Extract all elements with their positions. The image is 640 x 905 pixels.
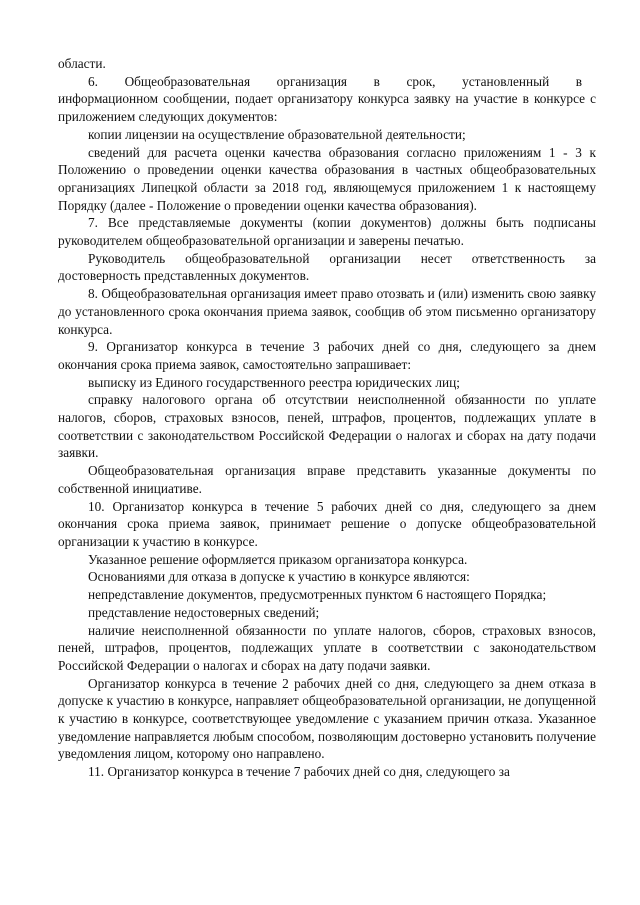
document-page [58, 0, 596, 781]
paragraph-refusal-notice: Организатор конкурса в течение 2 рабочих дней со дня, следующего за днем отказа в допуске к участию в конкурсе, направляет общеобразовательной организации, не допущенной к участию в конкурсе, соответствующее уведомление с указанием причин отказа. Указанное уведомление направляется любым способом, позволяющим достоверно установить получение уведомления лицом, которому оно направлено. [58, 675, 596, 762]
paragraph-unpaid-taxes: наличие неисполненной обязанности по уплате налогов, сборов, страховых взносов, пеней, штрафов, процентов, подлежащих уплате в соответствии с законодательством Российской Федерации о налогах и сборах на дату подачи заявки. [58, 622, 596, 673]
paragraph-registry-extract: выписку из Единого государственного реестра юридических лиц; [88, 374, 460, 390]
paragraph-license-copies: копии лицензии на осуществление образовательной деятельности; [88, 126, 466, 142]
paragraph-region-end: области. [58, 56, 106, 71]
paragraph-item-8: 8. Общеобразовательная организация имеет право отозвать и (или) изменить свою заявку до установленного срока окончания приема заявок, сообщив об этом письменно организатору конкурса. [58, 286, 596, 337]
paragraph-decision-order: Указанное решение оформляется приказом организатора конкурса. [88, 551, 468, 567]
paragraph-item-11: 11. Организатор конкурса в течение 7 рабочих дней со дня, следующего за [88, 764, 510, 780]
paragraph-item-6: 6. Общеобразовательная организация в срок, установленный в информационном сообщении, подает организатору конкурса заявку на участие в конкурсе с приложением следующих документов: [58, 73, 596, 125]
paragraph-refusal-grounds: Основаниями для отказа в допуске к участию в конкурсе являются: [88, 569, 470, 585]
paragraph-tax-certificate: справку налогового органа об отсутствии неисполненной обязанности по уплате налогов, сборов, страховых взносов, пеней, штрафов, процентов, подлежащих уплате в соответствии с законодательством Российской Федерации о налогах и сборах на дату подачи заявки. [58, 392, 596, 461]
paragraph-item-7: 7. Все представляемые документы (копии документов) должны быть подписаны руководителем общеобразовательной организации и заверены печатью. [58, 215, 596, 249]
paragraph-non-submission: непредставление документов, предусмотренных пунктом 6 настоящего Порядка; [88, 587, 547, 603]
paragraph-item-10: 10. Организатор конкурса в течение 5 рабочих дней со дня, следующего за днем окончания срока приема заявок, принимает решение о допуске общеобразовательной организации к участию в конкурсе. [58, 498, 596, 549]
paragraph-false-info: представление недостоверных сведений; [88, 604, 320, 620]
paragraph-item-9: 9. Организатор конкурса в течение 3 рабочих дней со дня, следующего за днем окончания срока приема заявок, самостоятельно запрашивает: [58, 339, 596, 372]
paragraph-quality-data: сведений для расчета оценки качества образования согласно приложениям 1 - 3 к Положению о проведении оценки качества образования в частных общеобразовательных организациях Липецкой области за 2018 год, являющемуся приложением 1 к настоящему Порядку (далее - Положение о проведении оценки качества образования). [58, 144, 596, 213]
paragraph-own-initiative: Общеобразовательная организация вправе представить указанные документы по собственной инициативе. [58, 463, 596, 496]
paragraph-head-responsibility: Руководитель общеобразовательной организации несет ответственность за достоверность представленных документов. [58, 250, 596, 284]
